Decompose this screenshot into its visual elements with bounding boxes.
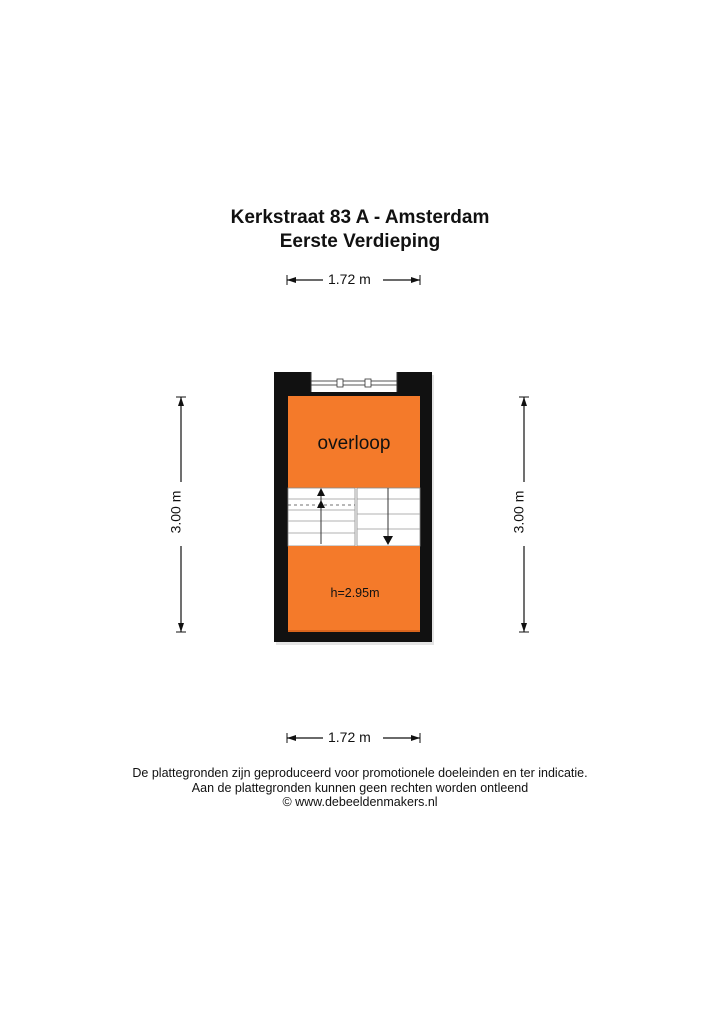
room-label-overloop: overloop [317,433,391,454]
window [311,372,397,392]
bottom-width-label: 1.72 m [328,729,371,745]
address-title: Kerkstraat 83 A - Amsterdam [230,207,490,228]
staircase [288,488,420,546]
top-width-label: 1.72 m [328,271,371,287]
copyright-line: © www.debeeldenmakers.nl [282,795,438,809]
floor-title: Eerste Verdieping [279,231,441,252]
left-height-label: 3.00 m [167,490,184,534]
disclaimer-line-2: Aan de plattegronden kunnen geen rechten worden ontleend [191,781,529,795]
disclaimer-line-1: De plattegronden zijn geproduceerd voor promotionele doeleinden en ter indicatie. [132,766,588,780]
ceiling-height-label: h=2.95m [330,586,380,600]
right-height-label: 3.00 m [510,490,527,534]
